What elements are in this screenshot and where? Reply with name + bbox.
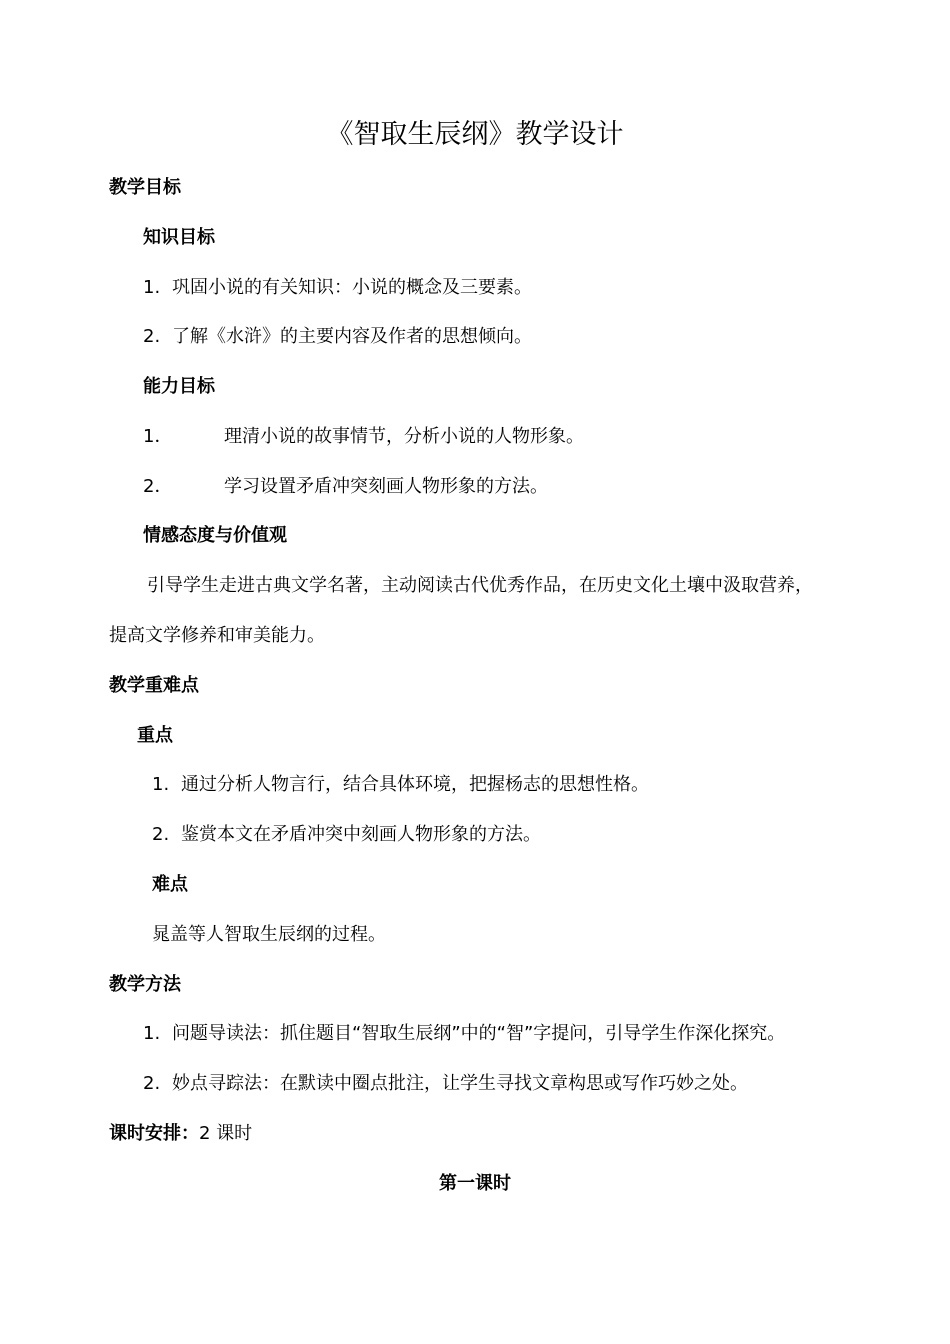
method-item-2-text: 妙点寻踪法：在默读中圈点批注，让学生寻找文章构思或写作巧妙之处。 (172, 1073, 748, 1094)
method-item-1-text: 问题导读法：抓住题目“智取生辰纲”中的“智”字提问，引导学生作深化探究。 (172, 1023, 786, 1044)
key-item-1-text: 通过分析人物言行，结合具体环境，把握杨志的思想性格。 (181, 774, 649, 795)
knowledge-item-1-text: 巩固小说的有关知识：小说的概念及三要素。 (172, 277, 532, 298)
knowledge-item-2-text: 了解《水浒》的主要内容及作者的思想倾向。 (172, 326, 532, 347)
schedule-label: 课时安排： (109, 1123, 199, 1144)
emotion-paragraph-line-2: 提高文学修养和审美能力。 (109, 625, 325, 646)
method-item-1-number: 1. (143, 1023, 161, 1044)
method-item-2-number: 2. (143, 1073, 161, 1094)
ability-heading: 能力目标 (143, 376, 215, 397)
lesson-heading: 第一课时 (439, 1173, 511, 1194)
key-item-1-number: 1. (152, 774, 170, 795)
knowledge-item-1-number: 1. (143, 277, 161, 298)
key-item-2-number: 2. (152, 824, 170, 845)
key-points-heading: 重点 (137, 725, 173, 746)
methods-heading: 教学方法 (109, 974, 181, 995)
emotion-paragraph-line-1: 引导学生走进古典文学名著，主动阅读古代优秀作品，在历史文化土壤中汲取营养， (147, 575, 813, 596)
ability-item-2-number: 2． (143, 476, 173, 497)
schedule-value: 2 课时 (199, 1123, 253, 1144)
key-difficult-heading: 教学重难点 (109, 675, 199, 696)
ability-item-1-number: 1． (143, 426, 173, 447)
key-item-2-text: 鉴赏本文在矛盾冲突中刻画人物形象的方法。 (181, 824, 541, 845)
knowledge-heading: 知识目标 (143, 227, 215, 248)
ability-item-1-text: 理清小说的故事情节，分析小说的人物形象。 (224, 426, 584, 447)
ability-item-2-text: 学习设置矛盾冲突刻画人物形象的方法。 (224, 476, 548, 497)
emotion-heading: 情感态度与价值观 (143, 525, 287, 546)
difficult-text: 晁盖等人智取生辰纲的过程。 (152, 924, 386, 945)
difficult-heading: 难点 (152, 874, 188, 895)
schedule-line (109, 1125, 252, 1143)
objectives-heading: 教学目标 (109, 177, 181, 198)
document-title: 《智取生辰纲》教学设计 (326, 119, 624, 150)
knowledge-item-2-number: 2. (143, 326, 161, 347)
